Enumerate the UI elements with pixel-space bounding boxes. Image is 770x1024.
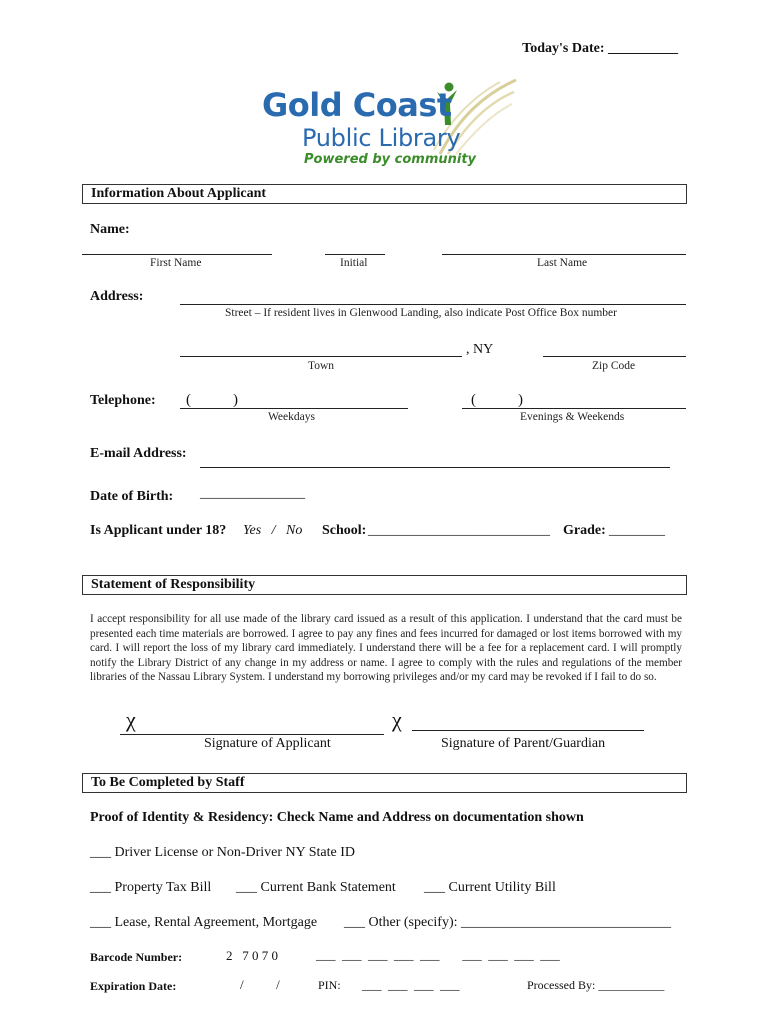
- school-label: School:: [322, 523, 367, 538]
- weekdays-caption: Weekdays: [268, 411, 315, 423]
- applicant-signature-field[interactable]: [120, 734, 384, 735]
- zip-field[interactable]: [543, 356, 686, 357]
- email-label: E-mail Address:: [90, 446, 187, 461]
- section-applicant-title: Information About Applicant: [91, 186, 267, 201]
- expiration-label: Expiration Date:: [90, 979, 177, 993]
- library-logo: [262, 76, 512, 168]
- barcode-prefix: 2 7 0 7 0: [226, 948, 278, 963]
- barcode-label: Barcode Number:: [90, 950, 183, 964]
- phone-weekday-field[interactable]: [180, 408, 408, 409]
- grade-label: Grade:: [563, 523, 606, 538]
- responsibility-paragraph: I accept responsibility for all use made of the library card issued as a result of this application. I understand that the card must be presented each time materials are borrowed. I agree to pay any fines and fees incurred for damaged or lost items borrowed with my card. I will report the loss of my library card immediately. I understand there will be a fee for a replacement card. I will promptly notify the Library District of any change in my address or name. I agree to comply with the rules and regulations of the member libraries of the Nassau Library System. I understand my borrowing privileges and/or my card may be revoked if I fail to do so.: [90, 613, 682, 684]
- section-responsibility-title: Statement of Responsibility: [91, 577, 256, 592]
- barcode-field[interactable]: ___ ___ ___ ___ ___ ___ ___ ___ ___: [316, 947, 560, 962]
- zip-caption: Zip Code: [592, 360, 636, 372]
- school-field[interactable]: __________________________: [368, 523, 550, 538]
- town-caption: Town: [308, 360, 335, 372]
- option-bank-statement[interactable]: ___ Current Bank Statement: [236, 880, 396, 895]
- initial-field[interactable]: [325, 254, 385, 255]
- pin-label: PIN:: [318, 978, 341, 992]
- phone-weekday-close-paren: ): [233, 392, 238, 408]
- first-name-caption: First Name: [150, 257, 202, 269]
- street-caption: Street – If resident lives in Glenwood Landing, also indicate Post Office Box number: [225, 307, 617, 319]
- grade-field[interactable]: ________: [609, 523, 665, 538]
- option-utility-bill[interactable]: ___ Current Utility Bill: [424, 880, 556, 895]
- section-responsibility-header: [82, 575, 687, 595]
- todays-date-label: Today's Date: __________: [522, 41, 678, 56]
- street-field[interactable]: [180, 304, 686, 305]
- section-staff-title: To Be Completed by Staff: [91, 775, 245, 790]
- option-driver-license[interactable]: ___ Driver License or Non-Driver NY State ID: [90, 845, 356, 860]
- phone-weekday-open-paren: (: [186, 392, 191, 408]
- phone-evening-close-paren: ): [518, 392, 523, 408]
- section-applicant-header: [82, 184, 687, 204]
- telephone-label: Telephone:: [90, 393, 156, 408]
- guardian-signature-x: χ: [392, 707, 402, 732]
- email-field[interactable]: [200, 467, 670, 468]
- option-other[interactable]: ___ Other (specify): ______________________________: [344, 915, 672, 930]
- town-field[interactable]: [180, 356, 462, 357]
- evenings-caption: Evenings & Weekends: [520, 411, 625, 423]
- logo-line-public-library: Public Library: [302, 124, 461, 152]
- proof-heading: Proof of Identity & Residency: Check Name and Address on documentation shown: [90, 810, 584, 825]
- dob-field[interactable]: _______________: [200, 486, 305, 501]
- yes-no-options[interactable]: Yes / No: [243, 523, 303, 538]
- option-lease[interactable]: ___ Lease, Rental Agreement, Mortgage: [90, 915, 318, 930]
- initial-caption: Initial: [340, 257, 368, 269]
- option-property-tax[interactable]: ___ Property Tax Bill: [90, 880, 212, 895]
- phone-evening-field[interactable]: [462, 408, 686, 409]
- applicant-signature-caption: Signature of Applicant: [204, 736, 331, 751]
- name-label: Name:: [90, 222, 130, 237]
- expiration-field[interactable]: / /: [240, 977, 280, 992]
- under-18-label: Is Applicant under 18?: [90, 523, 227, 538]
- processed-by-field[interactable]: Processed By: ___________: [527, 978, 665, 992]
- phone-evening-open-paren: (: [471, 392, 476, 408]
- guardian-signature-field[interactable]: [412, 730, 644, 731]
- section-staff-header: [82, 773, 687, 793]
- address-label: Address:: [90, 289, 144, 304]
- guardian-signature-caption: Signature of Parent/Guardian: [441, 736, 606, 751]
- logo-line-gold-coast: Gold Coast: [262, 86, 452, 124]
- last-name-field[interactable]: [442, 254, 686, 255]
- state-ny: , NY: [466, 342, 494, 357]
- dob-label: Date of Birth:: [90, 489, 174, 504]
- first-name-field[interactable]: [82, 254, 272, 255]
- last-name-caption: Last Name: [537, 257, 588, 269]
- pin-field[interactable]: ___ ___ ___ ___: [362, 977, 460, 992]
- logo-tagline: Powered by community: [304, 152, 477, 167]
- applicant-signature-x: χ: [126, 707, 136, 732]
